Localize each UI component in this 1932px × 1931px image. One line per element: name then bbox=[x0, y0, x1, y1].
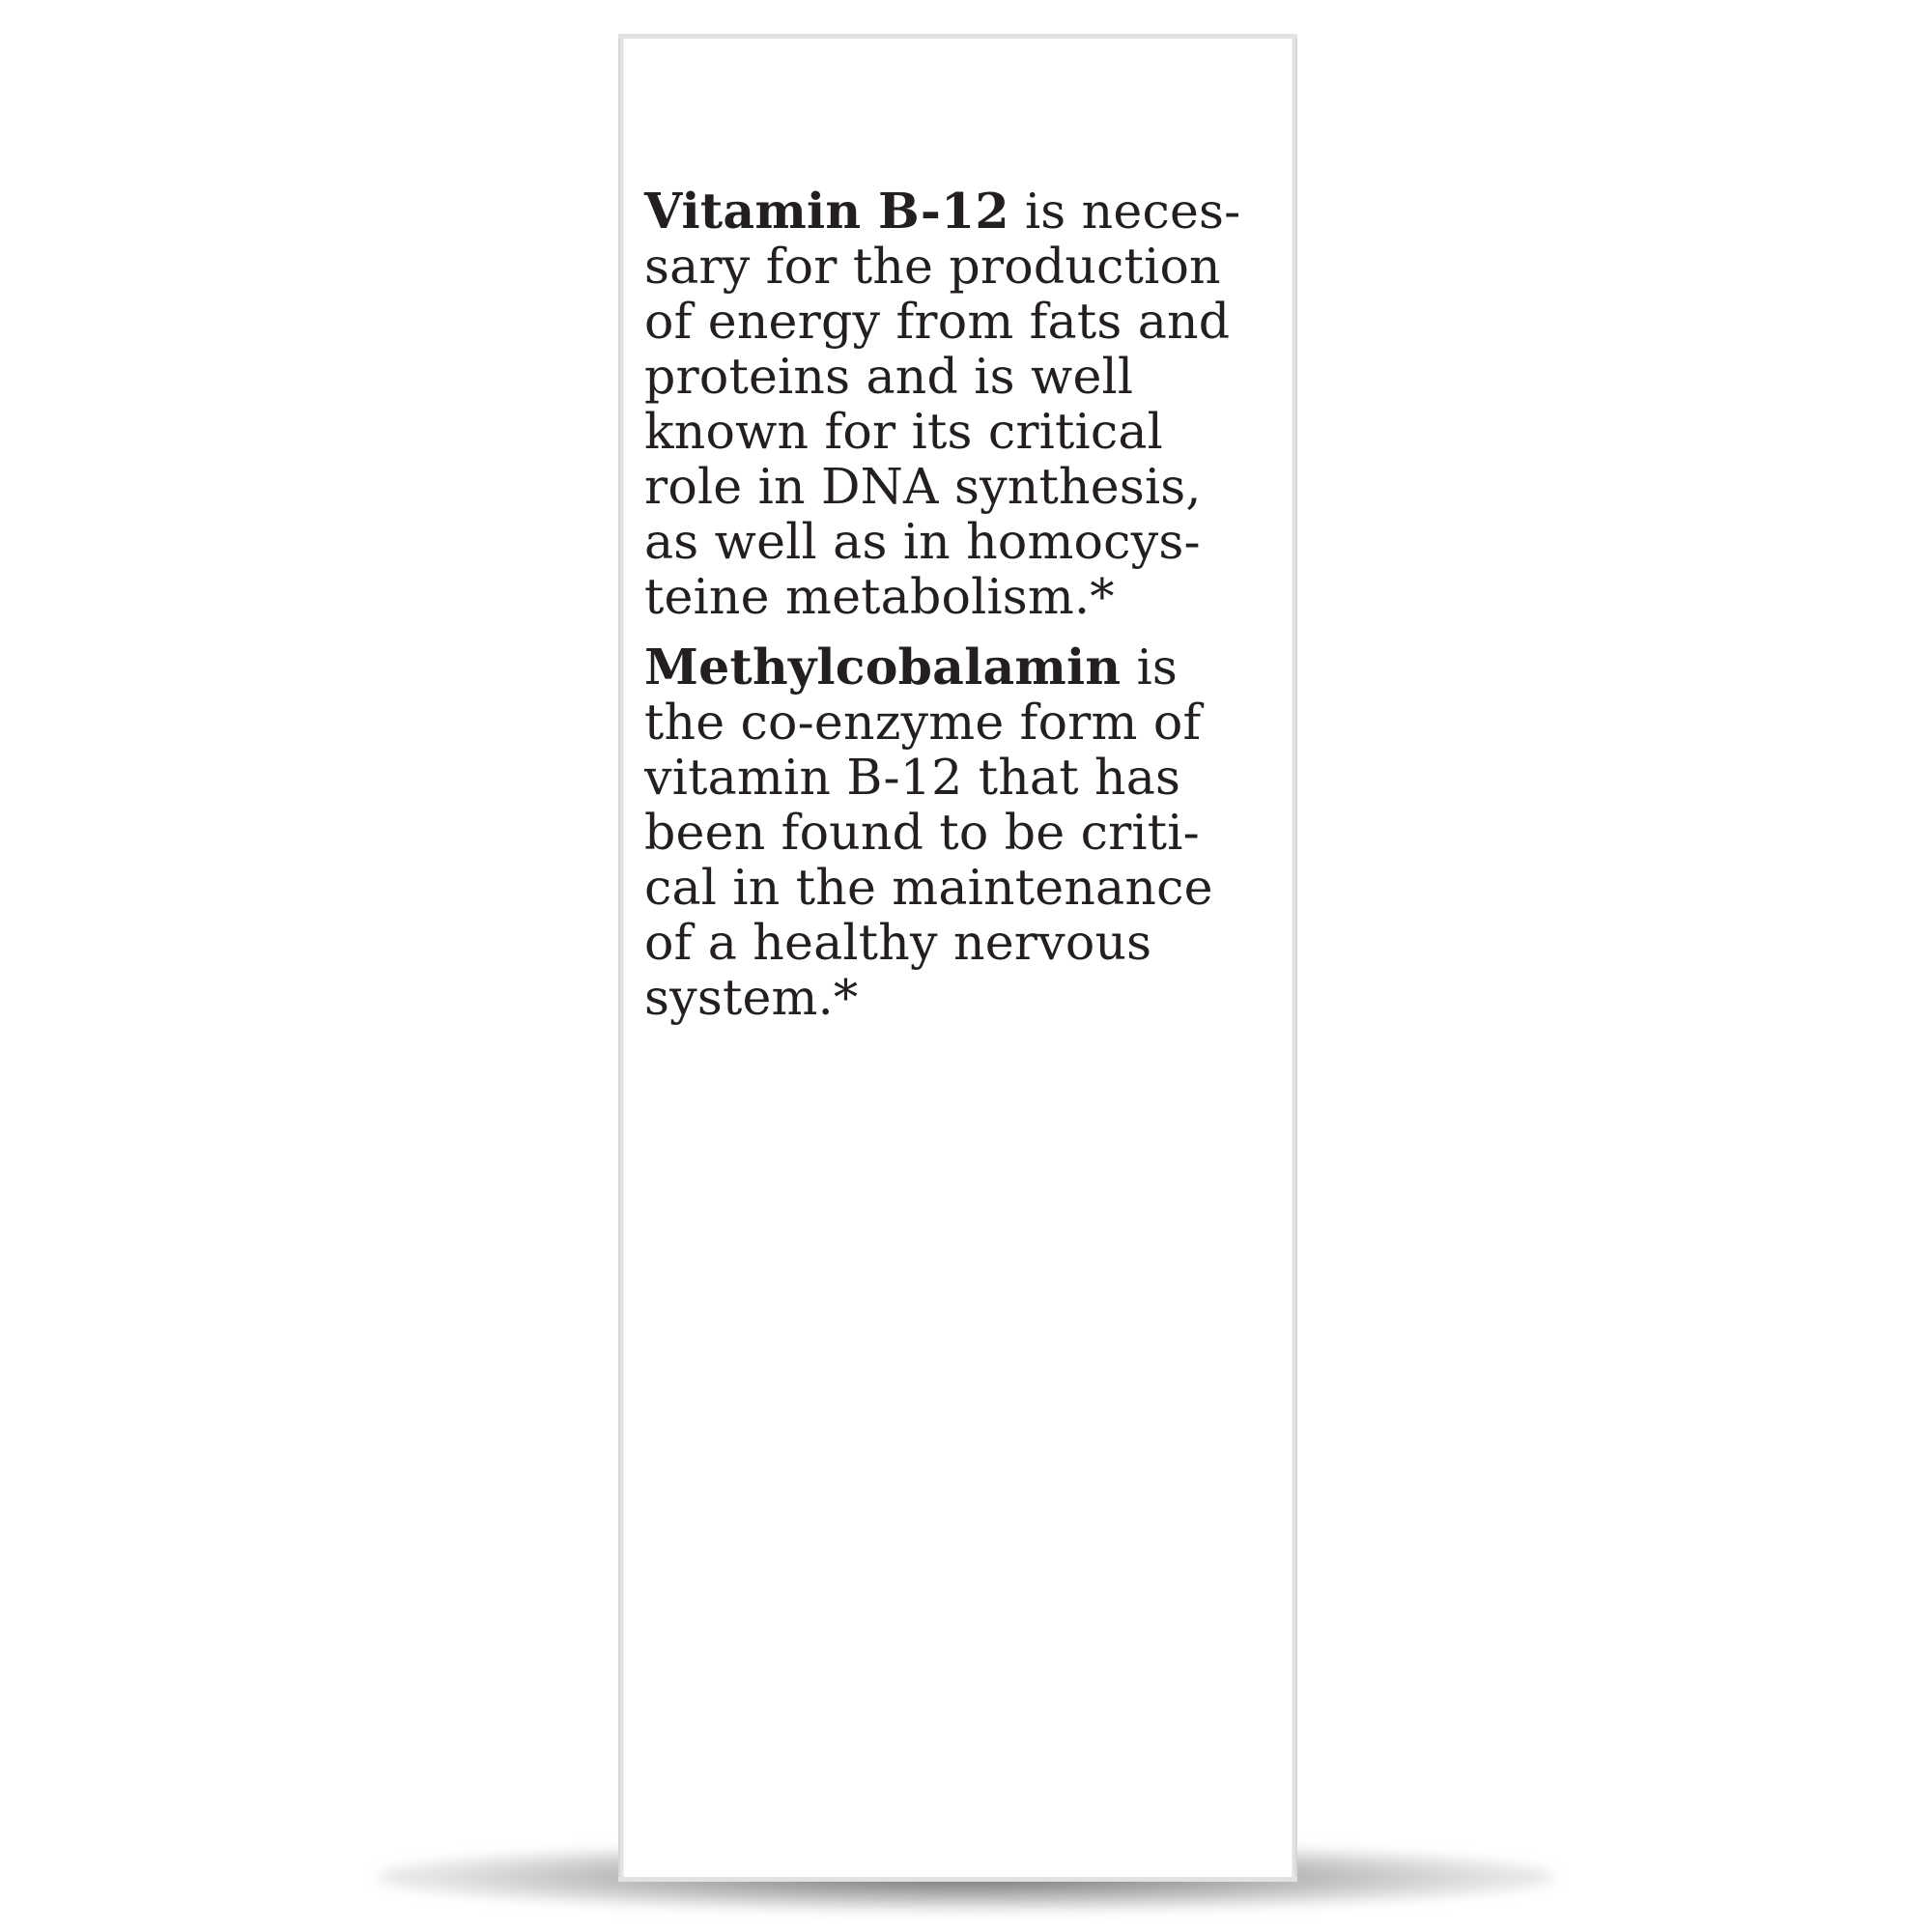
text-line: the co-enzyme form of bbox=[644, 694, 1202, 751]
text-line: vitamin B-12 that has bbox=[644, 749, 1181, 806]
paragraph-vitamin-b12 bbox=[644, 184, 1301, 624]
bold-term-vitamin-b12: Vitamin B-12 bbox=[644, 183, 1009, 240]
panel-edge-left bbox=[618, 39, 620, 1877]
text-line: been found to be criti- bbox=[644, 804, 1200, 861]
text-line: Methylcobalamin is bbox=[644, 639, 1179, 696]
text-line: of energy from fats and bbox=[644, 293, 1231, 350]
text-line: sary for the production bbox=[644, 238, 1221, 295]
text-line: role in DNA synthesis, bbox=[644, 458, 1202, 515]
text-line: proteins and is well bbox=[644, 348, 1134, 405]
label-panel bbox=[618, 34, 1297, 1882]
label-copy bbox=[644, 184, 1301, 1040]
text-line: Vitamin B-12 is neces- bbox=[644, 183, 1241, 240]
bold-term-methylcobalamin: Methylcobalamin bbox=[644, 639, 1122, 696]
text-line: known for its critical bbox=[644, 403, 1163, 460]
text-line: cal in the maintenance bbox=[644, 859, 1213, 916]
text-line: of a healthy nervous bbox=[644, 914, 1152, 971]
text-line: as well as in homocys- bbox=[644, 513, 1201, 570]
paragraph-methylcobalamin bbox=[644, 639, 1301, 1025]
text-line: teine metabolism.* bbox=[644, 568, 1115, 625]
text-line: system.* bbox=[644, 969, 859, 1026]
